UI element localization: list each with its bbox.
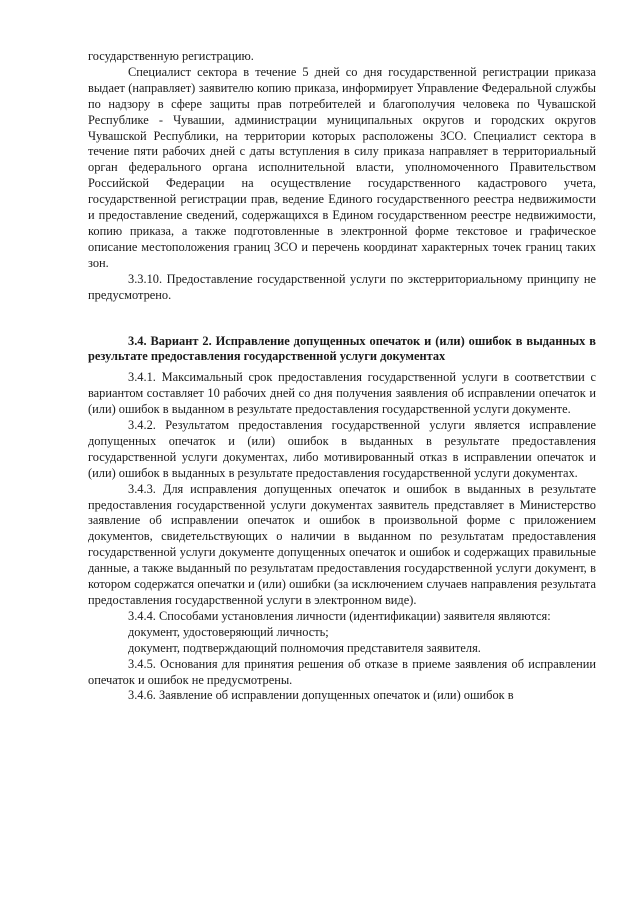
paragraph-3-4-5: 3.4.5. Основания для принятия решения об отказе в приеме заявления об исправлении опечаток и ошибок не предусмотрены. xyxy=(88,656,596,687)
paragraph-3-4-4: 3.4.4. Способами установления личности (идентификации) заявителя являются: xyxy=(128,608,551,623)
paragraph-3-4-6: 3.4.6. Заявление об исправлении допущенных опечаток и (или) ошибок в xyxy=(128,688,514,703)
paragraph-continuation: государственную регистрацию. xyxy=(88,49,254,63)
paragraph-3-4-1: 3.4.1. Максимальный срок предоставления государственной услуги в соответствии с вариантом составляет 10 рабочих дней со дня получения заявления об исправлении опечаток и (или) ошибок в выданном в результате предоставления государственной услуги документе. xyxy=(88,370,596,417)
paragraph-3-4-2: 3.4.2. Результатом предоставления государственной услуги является исправление допущенных опечаток и (или) ошибок в выданных в результате предоставления государственной услуги документах, либо мотивированный отказ в исправлении опечаток и (или) ошибок в выданных в результате предоставления государственной услуги документах. xyxy=(88,418,596,480)
section-heading-3-4: 3.4. Вариант 2. Исправление допущенных опечаток и (или) ошибок в выданных в результате предоставления государственной услуги документах xyxy=(88,333,596,364)
document-page xyxy=(88,49,596,704)
list-item-authority-document: документ, подтверждающий полномочия представителя заявителя. xyxy=(128,640,481,655)
paragraph-3-3-10: 3.3.10. Предоставление государственной услуги по экстерриториальному принципу не предусмотрено. xyxy=(88,271,596,302)
paragraph-registration-notice: Специалист сектора в течение 5 дней со дня государственной регистрации приказа выдает (направляет) заявителю копию приказа, информирует Управление Федеральной службы по надзору в сфере защиты прав потребителей и благополучия человека по Чувашской Республике - Чувашии, администрации муниципальных округов и городских округов Чувашской Республики, на территории которых расположены ЗСО. Специалист сектора в течение пяти рабочих дней с даты вступления в силу приказа направляет в территориальный орган федерального органа исполнительной власти, уполномоченного Правительством Российской Федерации на осуществление государственного кадастрового учета, государственной регистрации прав, ведение Единого государственного реестра недвижимости и предоставление сведений, содержащихся в Едином государственном реестре недвижимости, копию приказа, а также подготовленные в электронной форме текстовое и графическое описание местоположения границ ЗСО и перечень координат характерных точек границ таких зон. xyxy=(88,64,596,270)
list-item-identity-document: документ, удостоверяющий личность; xyxy=(128,624,329,639)
paragraph-3-4-3: 3.4.3. Для исправления допущенных опечаток и ошибок в выданных в результате предоставления государственной услуги документах заявитель представляет в Министерство заявление об исправлении опечаток и ошибок в произвольной форме с приложением документов, свидетельствующих о наличии в выданном по результатам предоставления государственной услуги документе допущенных опечаток и ошибок и содержащих правильные данные, а также выданный по результатам предоставления государственной услуги документ, в котором содержатся опечатки и (или) ошибки (за исключением случаев направления результата предоставления государственной услуги в электронном виде). xyxy=(88,481,596,607)
